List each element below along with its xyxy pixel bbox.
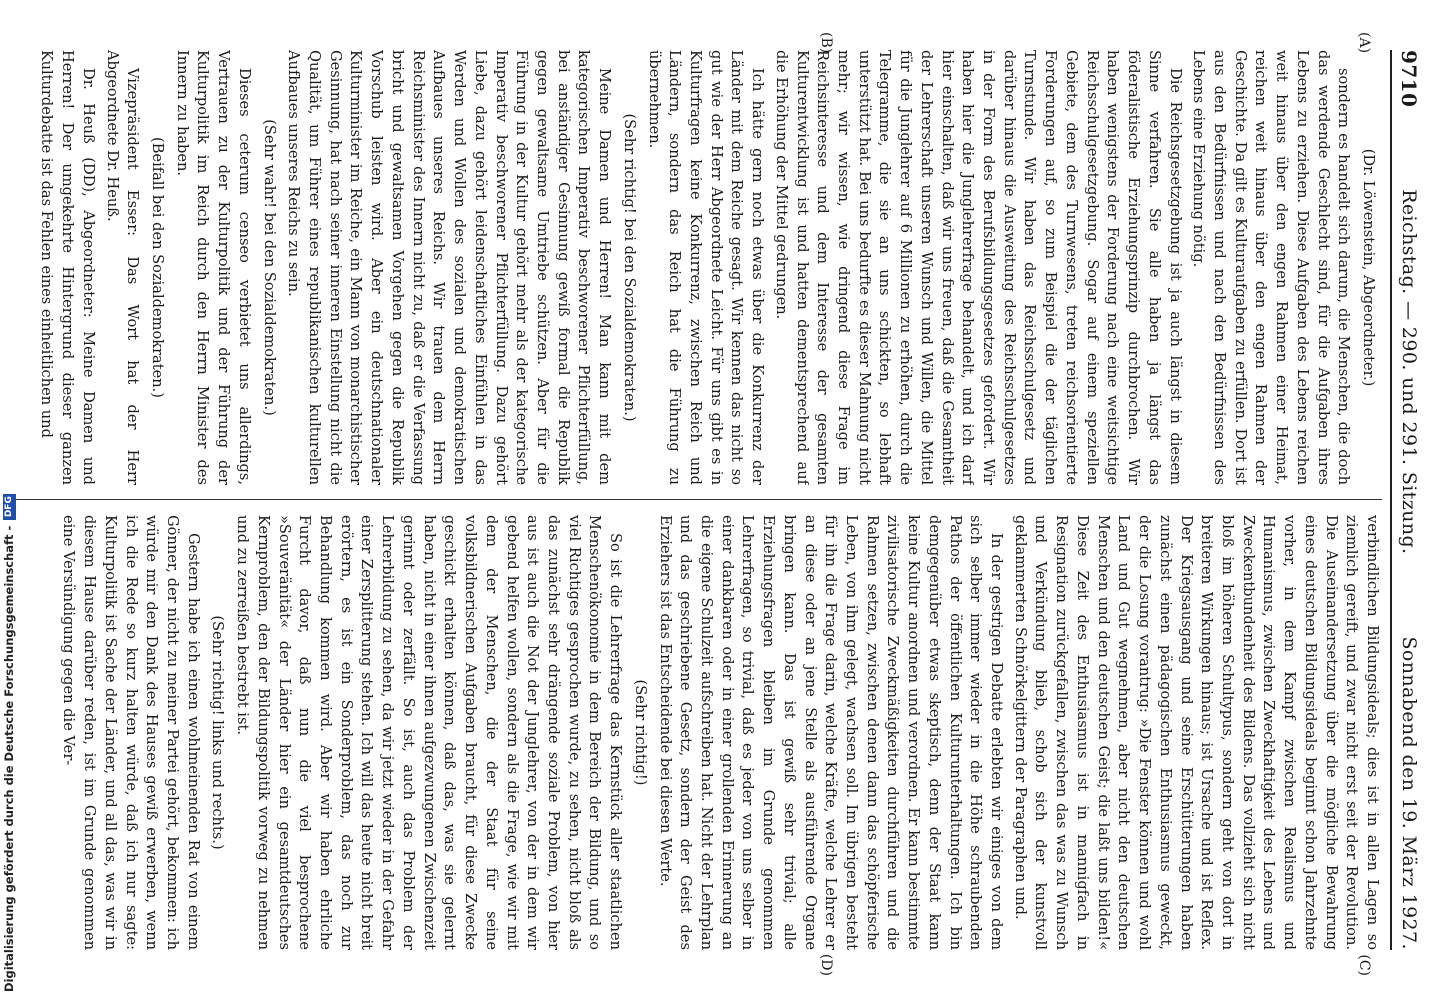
paragraph: Dieses ceterum censeo verbietet uns allerdings, Vertrauen zu der Kulturpolitik und der Führung der Kulturpolitik im Reich durch den Herrn Minister des Innern zu haben.	[173, 50, 253, 485]
digitization-credit	[0, 0, 18, 1000]
dfg-logo: DFG	[3, 494, 16, 520]
margin-mark-a: (A)	[1356, 32, 1372, 54]
paragraph: In der gestrigen Debatte erlebten wir einiges von dem sich selber immer wieder in die Höhe schraubenden Pathos der öffentlichen Kulturunterhaltungen. Ich bin demgegenüber etwas skeptisch, denn der Staat kann keine Kultur anordnen und verordnen. Er kann bestimmte zivilisatorische Zweckmäßigkeiten durchführen und die Rahmen setzen, zwischen denen dann das schöpferische Leben, von ihm gelegt, wachsen soll. Im übrigen besteht für ihn die Frage darin, welche Kräfte, welche Lehrer er an diese oder an jene Stelle als ausführende Organe bringen kann. Das ist gewiß sehr trivial; alle Erziehungsfragen bleiben im Grunde genommen Lehrerfragen, so trivial, daß es jeder von uns selber in einer dankbaren oder in einer grollenden Erinnerung an die eigene Schulzeit aufschreiben hat. Nicht der Lehrplan und das geschriebene Gesetz, sondern der Geist des Erziehers ist das Entscheidende bei diesen Werte.	[656, 515, 1006, 950]
page-number: 9710	[1397, 50, 1421, 108]
header-date: Sonnabend den 19. März 1927.	[1398, 636, 1420, 950]
interjection: (Sehr richtig!)	[631, 679, 649, 786]
paragraph: So ist die Lehrerfrage das Kernstück aller staatlichen Menschenökonomie in dem Bereich der Bildung, und so viel Richtiges gesprochen wurde, zu sehen, nicht bloß als das zunächst sehr drängende soziale Problem, von hier aus ist auch die Not der Junglehrer, von der in dem wir gebend helfen wollen, sondern als die Frage, wie wir mit dem der Menschen, die der Staat für seine volksbildnerischen Aufgaben braucht, für diese Zwecke geschickt erhalten können, daß das, was sie gelernt haben, nicht in einer ihnen aufgezwungenen Zwischenzeit gerinnt oder zerfällt. So ist, auch das Problem der Lehrerbildung zu sehen, da wir jetzt wieder in der Gefahr einer Zersplitterung stehen. Ich will das heute nicht breit erörtern, es ist ein Sonderproblem, das noch zur Behandlung kommen wird. Aber wir haben ehrliche Furcht davor, daß nun die viel besprochene »Souveränität« der Länder hier ein gesamtdeutsches Kernproblem, den der Bildungspolitik vorweg zu nehmen und zu zerreißen bestrebt ist.	[234, 515, 625, 950]
paragraph: Meine Damen und Herren! Man kann mit dem kategorischen Imperativ beschworener Pflichterfüllung, bei anständiger Gesinnung gewiß formal die Republik gegen gewaltsame Umtriebe schützen. Aber für die Führung in der Kultur gehört mehr als der kategorische Imperativ beschworener Pflichterfüllung. Dazu gehört Liebe, dazu gehört leidenschaftliches Einfühlen in das Werden und Wollen des sozialen und demokratischen Aufbaues unseres Reichs. Wir trauen dem Herrn Reichsminister des Innern nicht zu, daß er die Verfassung bricht und gewaltsamen Vorgehen gegen die Republik Vorschub leisten wird. Aber ein deutschnationaler Kulturminister im Reiche, ein Mann von monarchistischer Gesinnung, hat nach seiner inneren Einstellung nicht die Qualität, um Führer eines republikanischen kulturellen Aufbaues unseres Reichs zu sein.	[285, 50, 614, 485]
margin-mark-b: (B)	[818, 32, 834, 54]
interjection: (Sehr richtig! bei den Sozialdemokraten.)	[620, 113, 638, 422]
left-column	[14, 50, 1382, 485]
paragraph: Dr. Heuß (DD), Abgeordneter: Meine Damen und Herren! Der umgekehrte Hintergrund dieser ganzen Kulturdebatte ist das Fehlen eines einheitlichen und	[38, 50, 97, 485]
margin-mark-c: (C)	[1356, 954, 1372, 976]
paragraph: Die Reichsgesetzgebung ist ja auch längst in diesem Sinne verfahren. Sie alle haben ja längst das föderalistische Erziehungsprinzip durchbrochen. Wir haben wenigstens der Forderung nach eine weitsichtige Reichsschulgesetzgebung. Sogar auf einem speziellen Gebiete, dem des Turnwesens, treten reichsorientierte Forderungen auf, so zum Beispiel die der täglichen Turnstunde. Wir haben das Reichsschulgesetz und darüber hinaus die Ausweitung des Reichsschulgesetzes in der Form des Berufsbildungsgesetzes gefordert. Wir haben hier die Junglehrerfrage behandelt, und ich darf hier einschalten, daß wir uns freuen, daß die Gesamtheit der Lehrerschaft unseren Wunsch und Willen, die Mittel für die Junglehrer auf 6 Millionen zu erhöhen, durch die Telegramme, die sie an uns schickten, so lebhaft unterstützt hat. Bei uns bedurfte es dieser Mahnung nicht mehr; wir wissen, wie dringend diese Frage im Reichsinteresse und dem Interesse der gesamten Kulturentwicklung ist und hatten dementsprechend auf die Erhöhung der Mittel gedrungen.	[772, 50, 1184, 485]
margin-mark-d: (D)	[818, 953, 834, 976]
paragraph: Vizepräsident Esser: Das Wort hat der Herr Abgeordnete Dr. Heuß.	[103, 50, 142, 485]
credit-text: Digitalisierung gefördert durch die Deutsche Forschungsgemeinschaft -	[2, 525, 16, 992]
paragraph: verbindlichen Bildungsideals; dies ist in allen Lagen so ziemlich gereift, und zwar nicht erst seit der Revolution. Die Auseinandersetzung über die mögliche Bewahrung eines deutschen Bildungsideals beginnt schon Jahrzehnte vorher, in dem Kampf zwischen Realismus und Humanismus, zwischen Zweckhaftigkeit des Lebens und Zweckentbundenheit des Bildens. Das vollzieht sich nicht bloß im höheren Schultypus, sondern geht von dort in breiteren Wirkungen hinaus; ist Ursache und ist Reflex. Der Kriegsausgang und seine Erschütterungen haben zunächst einen pädagogischen Enthusiasmus geweckt, der die Losung vorantrug: »Die Fenster können und wohl Land und Gut wegnehmen, aber nicht den deutschen Menschen und den deutschen Geist; die laßt uns bilden!« Diese Zeit des Enthusiasmus ist in mannigfach in Resignation zurückgefallen, zwischen das was zu Wunsch und Verkündung blieb, schob sich der kunstvoll geklammerten Schnörkelgittern der Paragraphen und.	[1011, 515, 1381, 950]
page-header	[1390, 50, 1426, 950]
interjection: (Beifall bei den Sozialdemokraten.)	[149, 137, 167, 398]
right-column	[14, 515, 1382, 950]
paragraph: sondern es handelt sich darum, die Menschen, die doch das werdende Geschlecht sind, für die Aufgaben ihres Lebens zu erziehen. Diese Aufgaben des Lebens reichen weit hinaus über den engen Rahmen einer Heimat, reichen weit hinaus über den engen Rahmen der Geschichte. Da gilt es Kulturaufgaben zu erfüllen. Dort ist aus den Bedürfnissen und nach den Bedürfnissen des Lebens eine Erziehung nötig.	[1190, 50, 1353, 485]
interjection: (Sehr richtig! links und rechts.)	[209, 615, 227, 850]
paragraph: Ich hätte gern noch etwas über die Konkurrenz der Länder mit dem Reiche gesagt. Wir kennen das nicht so gut wie der Herr Abgeordnete Leicht. Für uns gibt es in Kulturfragen keine Konkurrenz, zwischen Reich und Ländern, sondern das Reich hat die Führung zu übernehmen.	[645, 50, 767, 485]
paragraph: Gestern habe ich einen wohlmeinenden Rat von einem Gönner, der nicht zu meiner Partei gehört, bekommen: ich würde mir den Dank des Hauses gewiß erwerben, wenn ich die Rede so kurz halten würde, daß ich nur sagte: Kulturpolitik ist Sache der Länder, und all das, was wir in diesem Hause darüber reden, ist im Grunde genommen eine Versündigung gegen die Ver-	[60, 515, 202, 950]
document-page	[4, 30, 1434, 976]
speaker-continuation: (Dr. Löwenstein, Abgeordneter.)	[1360, 148, 1377, 387]
header-session: Reichstag. — 290. und 291. Sitzung.	[1398, 189, 1420, 555]
interjection: (Sehr wahr! bei den Sozialdemokraten.)	[260, 119, 278, 416]
column-divider	[14, 499, 1382, 500]
